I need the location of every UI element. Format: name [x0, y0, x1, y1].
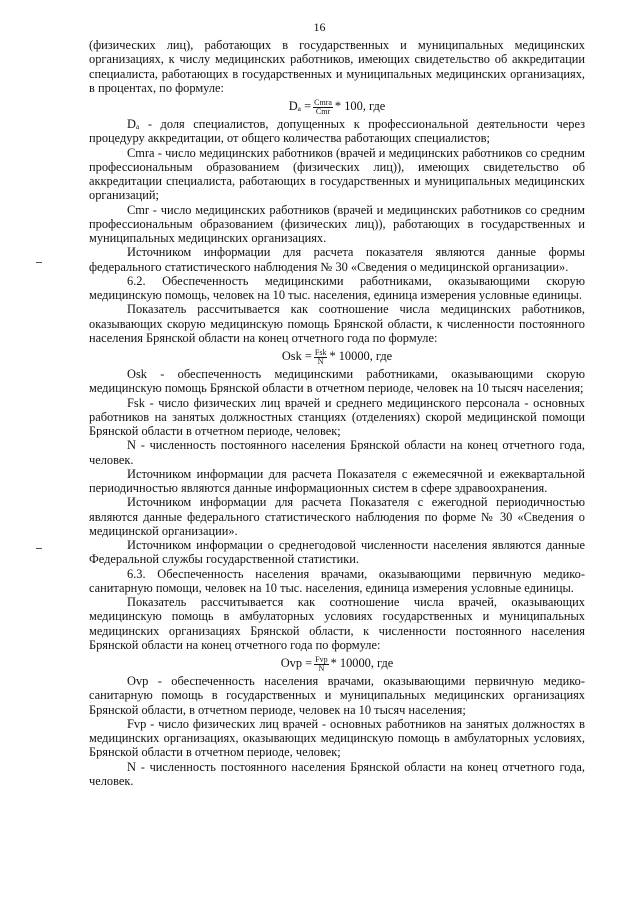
paragraph: Показатель рассчитывается как соотношение числа медицинских работников, оказывающих скорую медицинскую помощь Брянской области, к численности постоянного населения Брянской области на конец отчетного года по формуле:: [89, 302, 585, 345]
paragraph: N - численность постоянного населения Брянской области на конец отчетного года, человек.: [89, 759, 585, 788]
paragraph: Источником информации о среднегодовой численности населения являются данные Федеральной службы государственной статистики.: [89, 538, 585, 567]
formula-rhs: * 10000, где: [330, 656, 394, 670]
formula-denominator: N: [318, 663, 325, 673]
paragraph: Dₐ - доля специалистов, допущенных к профессиональной деятельности через процедуру аккредитации, от общего количества работающих специалистов;: [89, 117, 585, 146]
formula-rhs: * 100, где: [334, 99, 386, 113]
paragraph: Источником информации для расчета Показателя с ежегодной периодичностью являются данные федерального статистического наблюдения по форме № 30 «Сведения о медицинской организации».: [89, 495, 585, 538]
paragraph: Cmr - число медицинских работников (врачей и медицинских работников со средним профессиональным образованием (физических лиц)), работающих в государственных и муниципальных медицинских организациях.: [89, 202, 585, 245]
formula: [89, 653, 585, 673]
paragraph: Fsk - число физических лиц врачей и среднего медицинского персонала - основных работников на занятых должностных станциях (отделениях) скорой медицинской помощи Брянской области в отчетном периоде, человек;: [89, 395, 585, 438]
formula-numerator: Fsk: [314, 347, 327, 357]
formula: [89, 96, 585, 116]
formula-lhs: Dₐ =: [288, 99, 312, 113]
formula-denominator: N: [317, 356, 324, 366]
page-number: 16: [313, 20, 326, 34]
formula-rhs: * 10000, где: [329, 349, 393, 363]
margin-mark: [36, 262, 42, 263]
paragraph: N - численность постоянного населения Брянской области на конец отчетного года, человек.: [89, 438, 585, 467]
formula-denominator: Cmr: [315, 106, 331, 116]
formula-numerator: Cmra: [314, 97, 332, 107]
formula-numerator: Fvp: [315, 654, 328, 664]
paragraph: Показатель рассчитывается как соотношение числа врачей, оказывающих медицинскую помощь в амбулаторных условиях государственных и муниципальных медицинских организациях Брянской области, к численности постоянного населения Брянской области на конец отчетного года по формуле:: [89, 595, 585, 652]
paragraph: 6.3. Обеспеченность населения врачами, оказывающими первичную медико-санитарную помощи, человек на 10 тыс. населения, единица измерения условные единицы.: [89, 566, 585, 595]
formula-fraction: [314, 656, 328, 673]
formula: [89, 346, 585, 366]
paragraph: Cmra - число медицинских работников (врачей и медицинских работников со средним профессиональным образованием (физических лиц)), имеющих свидетельство об аккредитации специалиста, работающих в государственных и муниципальных медицинских организаций;: [89, 145, 585, 203]
formula-fraction: [314, 349, 328, 366]
document-body: [89, 38, 585, 788]
formula-lhs: Ovp =: [280, 656, 313, 670]
paragraph: Источником информации для расчета Показателя с ежемесячной и ежеквартальной периодичностью являются данные информационных систем в сфере здравоохранения.: [89, 466, 585, 495]
formula-lhs: Osk =: [281, 349, 312, 363]
paragraph: 6.2. Обеспеченность медицинскими работниками, оказывающими скорую медицинскую помощь, человек на 10 тыс. населения, единица измерения условные единицы.: [89, 273, 585, 302]
formula-fraction: [313, 99, 333, 116]
margin-mark: [36, 548, 42, 549]
paragraph: (физических лиц), работающих в государственных и муниципальных медицинских организациях, к числу медицинских работников, имеющих свидетельство об аккредитации специалиста, работающих в государственных и муниципальных медицинских организациях, в процентах, по формуле:: [89, 38, 585, 95]
paragraph: Ovp - обеспеченность населения врачами, оказывающими первичную медико-санитарную помощь в государственных и муниципальных медицинских организациях Брянской области, в отчетном периоде, человек на 10 тысяч населения;: [89, 674, 585, 717]
paragraph: Osk - обеспеченность медицинскими работниками, оказывающими скорую медицинскую помощь Брянской области в отчетном периоде, человек на 10 тысяч населения;: [89, 367, 585, 396]
paragraph: Fvp - число физических лиц врачей - основных работников на занятых должностях в медицинских организациях, оказывающих медицинскую помощь в амбулаторных условиях, Брянской области в отчетном периоде, человек;: [89, 716, 585, 760]
paragraph: Источником информации для расчета показателя являются данные формы федерального статистического наблюдения № 30 «Сведения о медицинской организации».: [89, 245, 585, 274]
